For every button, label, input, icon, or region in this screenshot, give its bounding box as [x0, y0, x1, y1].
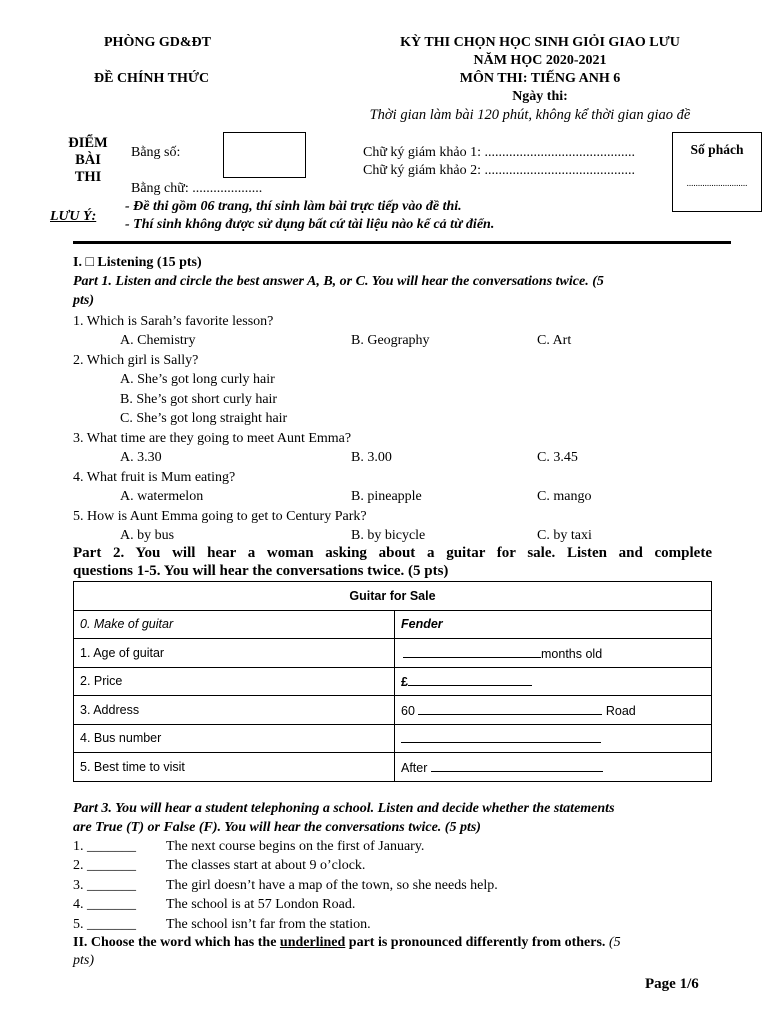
section-2-title-post: part is pronounced differently from others. [345, 935, 606, 950]
q3-option-b[interactable]: B. 3.00 [351, 450, 392, 465]
page-number: Page 1/6 [645, 976, 699, 992]
score-label-2: BÀI [75, 152, 101, 168]
exam-date: Ngày thi: [512, 89, 568, 104]
statement-3: The girl doesn’t have a map of the town, so she needs help. [166, 878, 498, 893]
section-1-title: I. □ Listening (15 pts) [73, 255, 202, 270]
row-5-label: 5. Best time to visit [74, 753, 395, 782]
q4-option-b[interactable]: B. pineapple [351, 489, 422, 504]
question-3: 3. What time are they going to meet Aunt Emma? [73, 431, 352, 446]
department-label: PHÒNG GD&ĐT [104, 35, 211, 50]
answer-blank[interactable] [403, 645, 541, 658]
row-1-unit: months old [541, 646, 603, 661]
table-row [74, 667, 712, 696]
header-divider [73, 241, 731, 244]
row-1-label: 1. Age of guitar [74, 639, 395, 668]
so-phach-dots: ........................... [686, 178, 748, 188]
statement-4-blank[interactable]: 4. _______ [73, 897, 136, 912]
section-2-points: (5 [608, 935, 621, 950]
question-2: 2. Which girl is Sally? [73, 353, 199, 368]
part-2-instruction-cont: questions 1-5. You will hear the conversations twice. (5 pts) [73, 563, 449, 579]
row-4-label: 4. Bus number [74, 724, 395, 753]
row-0-label: 0. Make of guitar [74, 610, 395, 639]
table-row [74, 753, 712, 782]
statement-1: The next course begins on the first of January. [166, 839, 425, 854]
statement-4: The school is at 57 London Road. [166, 897, 356, 912]
q2-option-a[interactable]: A. She’s got long curly hair [120, 372, 275, 387]
so-phach-label: Số phách [690, 142, 744, 157]
q1-option-b[interactable]: B. Geography [351, 333, 430, 348]
guitar-for-sale-table [73, 581, 712, 782]
part-3-instruction-cont: are True (T) or False (F). You will hear the conversations twice. (5 pts) [73, 820, 481, 835]
part-1-instruction: Part 1. Listen and circle the best answer A, B, or C. You will hear the conversations twice. (5 [73, 274, 604, 289]
q4-option-a[interactable]: A. watermelon [120, 489, 204, 504]
row-3-label: 3. Address [74, 696, 395, 725]
answer-blank[interactable] [431, 759, 603, 772]
address-road: Road [605, 703, 636, 718]
notes-label: LƯU Ý: [50, 209, 97, 224]
answer-blank[interactable] [401, 730, 601, 743]
score-label-3: THI [74, 169, 102, 185]
statement-3-blank[interactable]: 3. _______ [73, 878, 136, 893]
statement-1-blank[interactable]: 1. _______ [73, 839, 136, 854]
section-2-title [73, 935, 621, 951]
question-1: 1. Which is Sarah’s favorite lesson? [73, 314, 274, 329]
part-3-instruction: Part 3. You will hear a student telephoning a school. Listen and decide whether the statements [73, 801, 615, 816]
subject: MÔN THI: TIẾNG ANH 6 [459, 71, 621, 86]
q1-option-c[interactable]: C. Art [537, 333, 572, 348]
table-row [74, 639, 712, 668]
table-title: Guitar for Sale [74, 582, 712, 611]
section-2-points-cont: pts) [73, 953, 94, 968]
statement-5: The school isn’t far from the station. [166, 917, 371, 932]
q5-option-a[interactable]: A. by bus [120, 528, 175, 543]
part-1-instruction-cont: pts) [73, 293, 94, 308]
address-number: 60 [401, 703, 415, 718]
statement-2-blank[interactable]: 2. _______ [73, 858, 136, 873]
school-year: NĂM HỌC 2020-2021 [473, 53, 607, 68]
q1-option-a[interactable]: A. Chemistry [120, 333, 196, 348]
score-label-1: ĐIỂM [68, 135, 108, 151]
row-2-label: 2. Price [74, 667, 395, 696]
row-5-answer[interactable] [395, 753, 712, 782]
answer-blank[interactable] [418, 702, 602, 715]
note-line-2: - Thí sinh không được sử dụng bất cứ tài liệu nào kể cả từ điển. [125, 217, 495, 232]
row-0-value: Fender [395, 610, 712, 639]
table-row [74, 610, 712, 639]
official-label: ĐỀ CHÍNH THỨC [94, 71, 210, 86]
q3-option-c[interactable]: C. 3.45 [537, 450, 578, 465]
statement-2: The classes start at about 9 o’clock. [166, 858, 366, 873]
examiner-2-signature: Chữ ký giám khảo 2: ........................................... [363, 163, 636, 178]
table-row [74, 724, 712, 753]
exam-title: KỲ THI CHỌN HỌC SINH GIỎI GIAO LƯU [400, 35, 680, 50]
q5-option-c[interactable]: C. by taxi [537, 528, 592, 543]
part-2-instruction: Part 2. You will hear a woman asking about a guitar for sale. Listen and complete [73, 545, 712, 561]
q3-option-a[interactable]: A. 3.30 [120, 450, 162, 465]
row-3-answer[interactable] [395, 696, 712, 725]
after-label: After [401, 760, 428, 775]
score-in-numbers-box[interactable] [223, 132, 306, 178]
answer-blank[interactable] [408, 673, 532, 686]
score-in-numbers-label: Bằng số: [131, 145, 181, 160]
q2-option-c[interactable]: C. She’s got long straight hair [120, 411, 288, 426]
row-2-answer[interactable] [395, 667, 712, 696]
question-5: 5. How is Aunt Emma going to get to Century Park? [73, 509, 367, 524]
note-line-1: - Đề thi gồm 06 trang, thí sinh làm bài trực tiếp vào đề thi. [125, 199, 462, 214]
row-4-answer[interactable] [395, 724, 712, 753]
q4-option-c[interactable]: C. mango [537, 489, 592, 504]
row-1-answer[interactable] [395, 639, 712, 668]
pound-sign: £ [401, 675, 408, 690]
section-2-title-pre: II. Choose the word which has the [73, 935, 280, 950]
question-4: 4. What fruit is Mum eating? [73, 470, 236, 485]
section-2-title-underlined: underlined [279, 935, 346, 950]
examiner-1-signature: Chữ ký giám khảo 1: ........................................... [363, 145, 636, 160]
q2-option-b[interactable]: B. She’s got short curly hair [120, 392, 278, 407]
table-row [74, 696, 712, 725]
score-in-words: Bằng chữ: .................... [131, 181, 263, 196]
q5-option-b[interactable]: B. by bicycle [351, 528, 426, 543]
statement-5-blank[interactable]: 5. _______ [73, 917, 136, 932]
duration: Thời gian làm bài 120 phút, không kể thời gian giao đề [369, 107, 691, 123]
